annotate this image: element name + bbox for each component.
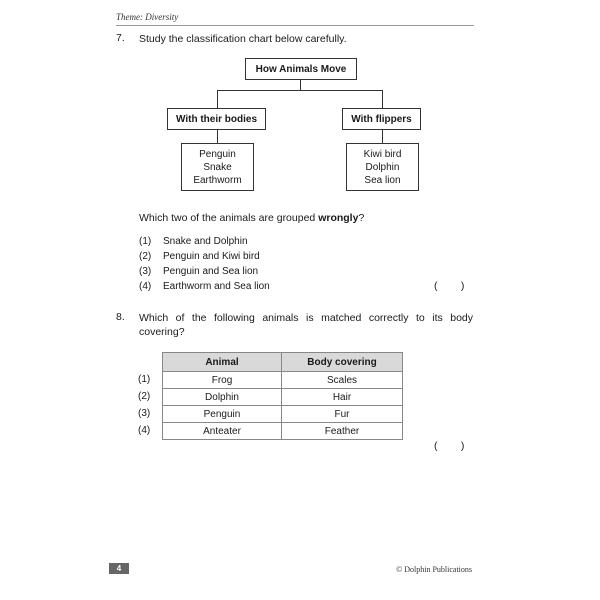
- chart-animal: Earthworm: [193, 174, 242, 186]
- table-cell-covering: Fur: [282, 406, 403, 423]
- chart-connector: [382, 130, 383, 143]
- publisher-credit: © Dolphin Publications: [396, 565, 472, 574]
- chart-root-box: How Animals Move: [245, 58, 357, 80]
- question-8-option-3[interactable]: (3): [138, 408, 151, 419]
- chart-animal: Dolphin: [365, 161, 400, 173]
- chart-connector: [217, 130, 218, 143]
- chart-animal: Penguin: [199, 148, 236, 160]
- table-row: [163, 389, 403, 406]
- question-8-prompt-line1: Which of the following animals is matched correctly to its body: [139, 312, 473, 324]
- body-covering-table: [162, 352, 403, 440]
- question-8-number: 8.: [116, 311, 125, 323]
- question-7-option-3[interactable]: (3) Penguin and Sea lion: [139, 266, 259, 277]
- question-7-option-1[interactable]: (1) Snake and Dolphin: [139, 236, 248, 247]
- chart-connector: [217, 90, 218, 108]
- table-cell-covering: Feather: [282, 423, 403, 440]
- question-7-subquestion: Which two of the animals are grouped wrongly?: [139, 212, 365, 224]
- chart-right-branch-box: With flippers: [342, 108, 421, 130]
- chart-connector: [382, 90, 383, 108]
- chart-right-animals-box: [346, 143, 419, 191]
- theme-header: Theme: Diversity: [116, 12, 179, 22]
- table-row: [163, 372, 403, 389]
- chart-connector: [300, 80, 301, 90]
- table-cell-animal: Anteater: [163, 423, 282, 440]
- question-7-option-2[interactable]: (2) Penguin and Kiwi bird: [139, 251, 260, 262]
- table-cell-covering: Hair: [282, 389, 403, 406]
- question-7-number: 7.: [116, 32, 125, 44]
- header-rule: [116, 25, 474, 26]
- question-7-answer-bracket[interactable]: ( ): [434, 280, 465, 292]
- table-cell-animal: Frog: [163, 372, 282, 389]
- question-8-option-1[interactable]: (1): [138, 374, 151, 385]
- chart-animal: Kiwi bird: [363, 148, 402, 160]
- question-8-prompt-line2: covering?: [139, 326, 185, 338]
- question-7-option-4[interactable]: (4) Earthworm and Sea lion: [139, 281, 270, 292]
- table-cell-covering: Scales: [282, 372, 403, 389]
- question-8-answer-bracket[interactable]: ( ): [434, 440, 465, 452]
- chart-animal: Sea lion: [364, 174, 401, 186]
- table-cell-animal: Penguin: [163, 406, 282, 423]
- chart-connector: [217, 90, 383, 91]
- page-number-badge: 4: [109, 563, 129, 574]
- chart-left-animals-box: [181, 143, 254, 191]
- question-7-prompt: Study the classification chart below carefully.: [139, 33, 347, 45]
- table-row: [163, 406, 403, 423]
- question-8-option-2[interactable]: (2): [138, 391, 151, 402]
- table-cell-animal: Dolphin: [163, 389, 282, 406]
- table-header-row: [163, 353, 403, 372]
- chart-animal: Snake: [203, 161, 232, 173]
- emphasis-word: wrongly: [318, 212, 359, 224]
- column-header-body-covering: Body covering: [282, 353, 403, 372]
- table-row: [163, 423, 403, 440]
- chart-left-branch-box: With their bodies: [167, 108, 266, 130]
- column-header-animal: Animal: [163, 353, 282, 372]
- question-8-option-4[interactable]: (4): [138, 425, 151, 436]
